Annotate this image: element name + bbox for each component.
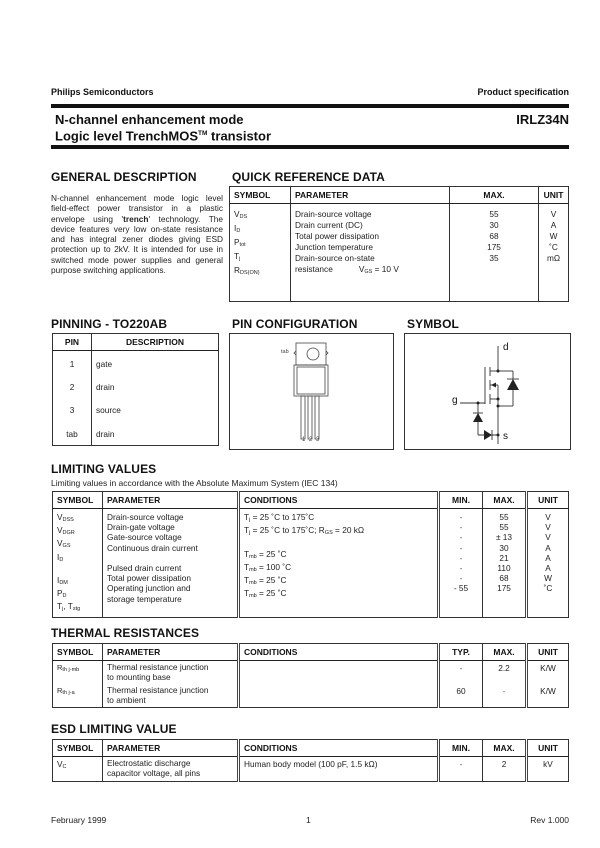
pin-configuration-heading: PIN CONFIGURATION [232, 317, 358, 331]
col-symbol: SYMBOL [53, 492, 103, 509]
max-cell: 55 30 68 175 35 [450, 204, 539, 302]
parameter-cell: Drain-source voltage Drain-gate voltage Gate-source voltage Continuous drain current Pulsed drain current Total power dissipation Operating junction and storage temperature [103, 509, 239, 618]
pin-configuration-figure [229, 333, 394, 450]
col-symbol: SYMBOL [53, 740, 103, 757]
footer-page-number: 1 [306, 815, 311, 825]
col-min: MIN. [439, 740, 483, 757]
table-row: 2 drain [53, 371, 219, 394]
table-row: 3 source [53, 394, 219, 417]
max-cell: 55 55 ± 13 30 21 110 68 175 [483, 509, 527, 618]
drain-label: d [503, 342, 509, 353]
part-number: IRLZ34N [516, 112, 569, 127]
pinning-table [52, 333, 219, 446]
table-row: tab drain [53, 418, 219, 446]
pinning-heading: PINNING - TO220AB [51, 317, 168, 331]
table-row: $R_{th j-mb}$ Thermal resistance junction to mounting base - 2.2 K/W [53, 661, 569, 685]
symbol-cell: $V_{DS}$ $I_D$ $P_{tot}$ $T_j$ $R_{DS(ON)}$ [234, 209, 260, 276]
source-label: s [503, 431, 508, 442]
header-rule-top [51, 104, 569, 108]
limiting-values-heading: LIMITING VALUES [51, 462, 157, 476]
table-row: $V_C$ Electrostatic discharge capacitor voltage, all pins Human body model (100 pF, 1.5 kΩ) - 2 kV [53, 757, 569, 782]
col-parameter: PARAMETER [103, 740, 239, 757]
limiting-values-subtitle: Limiting values in accordance with the Absolute Maximum System (IEC 134) [51, 478, 338, 488]
unit-cell: V V V A A A W ˚C [527, 509, 569, 618]
table-row [230, 204, 569, 302]
company-name: Philips Semiconductors [51, 87, 154, 97]
general-description-text: N-channel enhancement mode logic level field-effect power transistor in a plastic envelope using 'trench' technology. The device features very low on-state resistance and has integral zener diodes giving ESD protection up to 2kV. It is intended for use in switched mode power supplies and general purpose switching applications. [51, 193, 223, 276]
unit-cell: V A W ˚C mΩ [539, 204, 569, 302]
pin-number-labels: 1 2 3 [302, 437, 321, 443]
document-type: Product specification [477, 87, 569, 97]
title-line-1: N-channel enhancement mode [55, 112, 244, 127]
col-parameter: PARAMETER [103, 644, 239, 661]
col-unit: UNIT [527, 644, 569, 661]
mosfet-symbol-figure [404, 333, 571, 450]
title-line-2: Logic level TrenchMOS™ transistor [55, 128, 272, 144]
col-unit: UNIT [527, 740, 569, 757]
tab-label: tab [281, 349, 289, 355]
esd-table [52, 739, 569, 782]
mosfet-schematic-icon [405, 334, 570, 449]
thermal-resistances-table [52, 643, 569, 708]
conditions-cell: $T_j = 25$ ˚C to 175˚C $T_j = 25$ ˚C to 175˚C; $R_{GS} = 20$ kΩ $T_{mb} = 25$ ˚C $T_{mb} = 100$ ˚C $T_{mb} = 25$ ˚C $T_{mb} = 25$ ˚C [239, 509, 439, 618]
thermal-resistances-heading: THERMAL RESISTANCES [51, 626, 200, 640]
col-symbol: SYMBOL [230, 187, 291, 204]
col-conditions: CONDITIONS [239, 740, 439, 757]
general-description-heading: GENERAL DESCRIPTION [51, 170, 197, 184]
table-row: $R_{th j-a}$ Thermal resistance junction to ambient 60 - K/W [53, 684, 569, 708]
symbol-cell: $V_{DSS}$ $V_{DGR}$ $V_{GS}$ $I_D$ $I_{DM}$ $P_D$ $T_j$, $T_{stg}$ [57, 512, 81, 613]
col-symbol: SYMBOL [53, 644, 103, 661]
col-pin: PIN [53, 334, 92, 351]
quick-reference-heading: QUICK REFERENCE DATA [232, 170, 385, 184]
col-typ: TYP. [439, 644, 483, 661]
table-row [53, 509, 569, 618]
table-row: 1 gate [53, 351, 219, 372]
header-rule-bottom [51, 145, 569, 149]
col-max: MAX. [483, 740, 527, 757]
col-conditions: CONDITIONS [239, 492, 439, 509]
footer-revision: Rev 1.000 [530, 815, 569, 825]
symbol-heading: SYMBOL [407, 317, 459, 331]
col-parameter: PARAMETER [291, 187, 450, 204]
gate-label: g [452, 395, 458, 406]
min-cell: - - - - - - - - 55 [439, 509, 483, 618]
parameter-cell: Drain-source voltage Drain current (DC) Total power dissipation Junction temperature Drain-source on-state resistance $V_{GS} = 10$ V [291, 204, 450, 302]
col-max: MAX. [450, 187, 539, 204]
footer-date: February 1999 [51, 815, 107, 825]
esd-heading: ESD LIMITING VALUE [51, 722, 177, 736]
to220-package-icon [230, 334, 393, 449]
col-unit: UNIT [527, 492, 569, 509]
col-min: MIN. [439, 492, 483, 509]
col-conditions: CONDITIONS [239, 644, 439, 661]
col-unit: UNIT [539, 187, 569, 204]
col-parameter: PARAMETER [103, 492, 239, 509]
col-max: MAX. [483, 644, 527, 661]
limiting-values-table [52, 491, 569, 618]
document-title [55, 113, 271, 143]
col-max: MAX. [483, 492, 527, 509]
quick-reference-table [229, 186, 569, 302]
col-description: DESCRIPTION [92, 334, 219, 351]
